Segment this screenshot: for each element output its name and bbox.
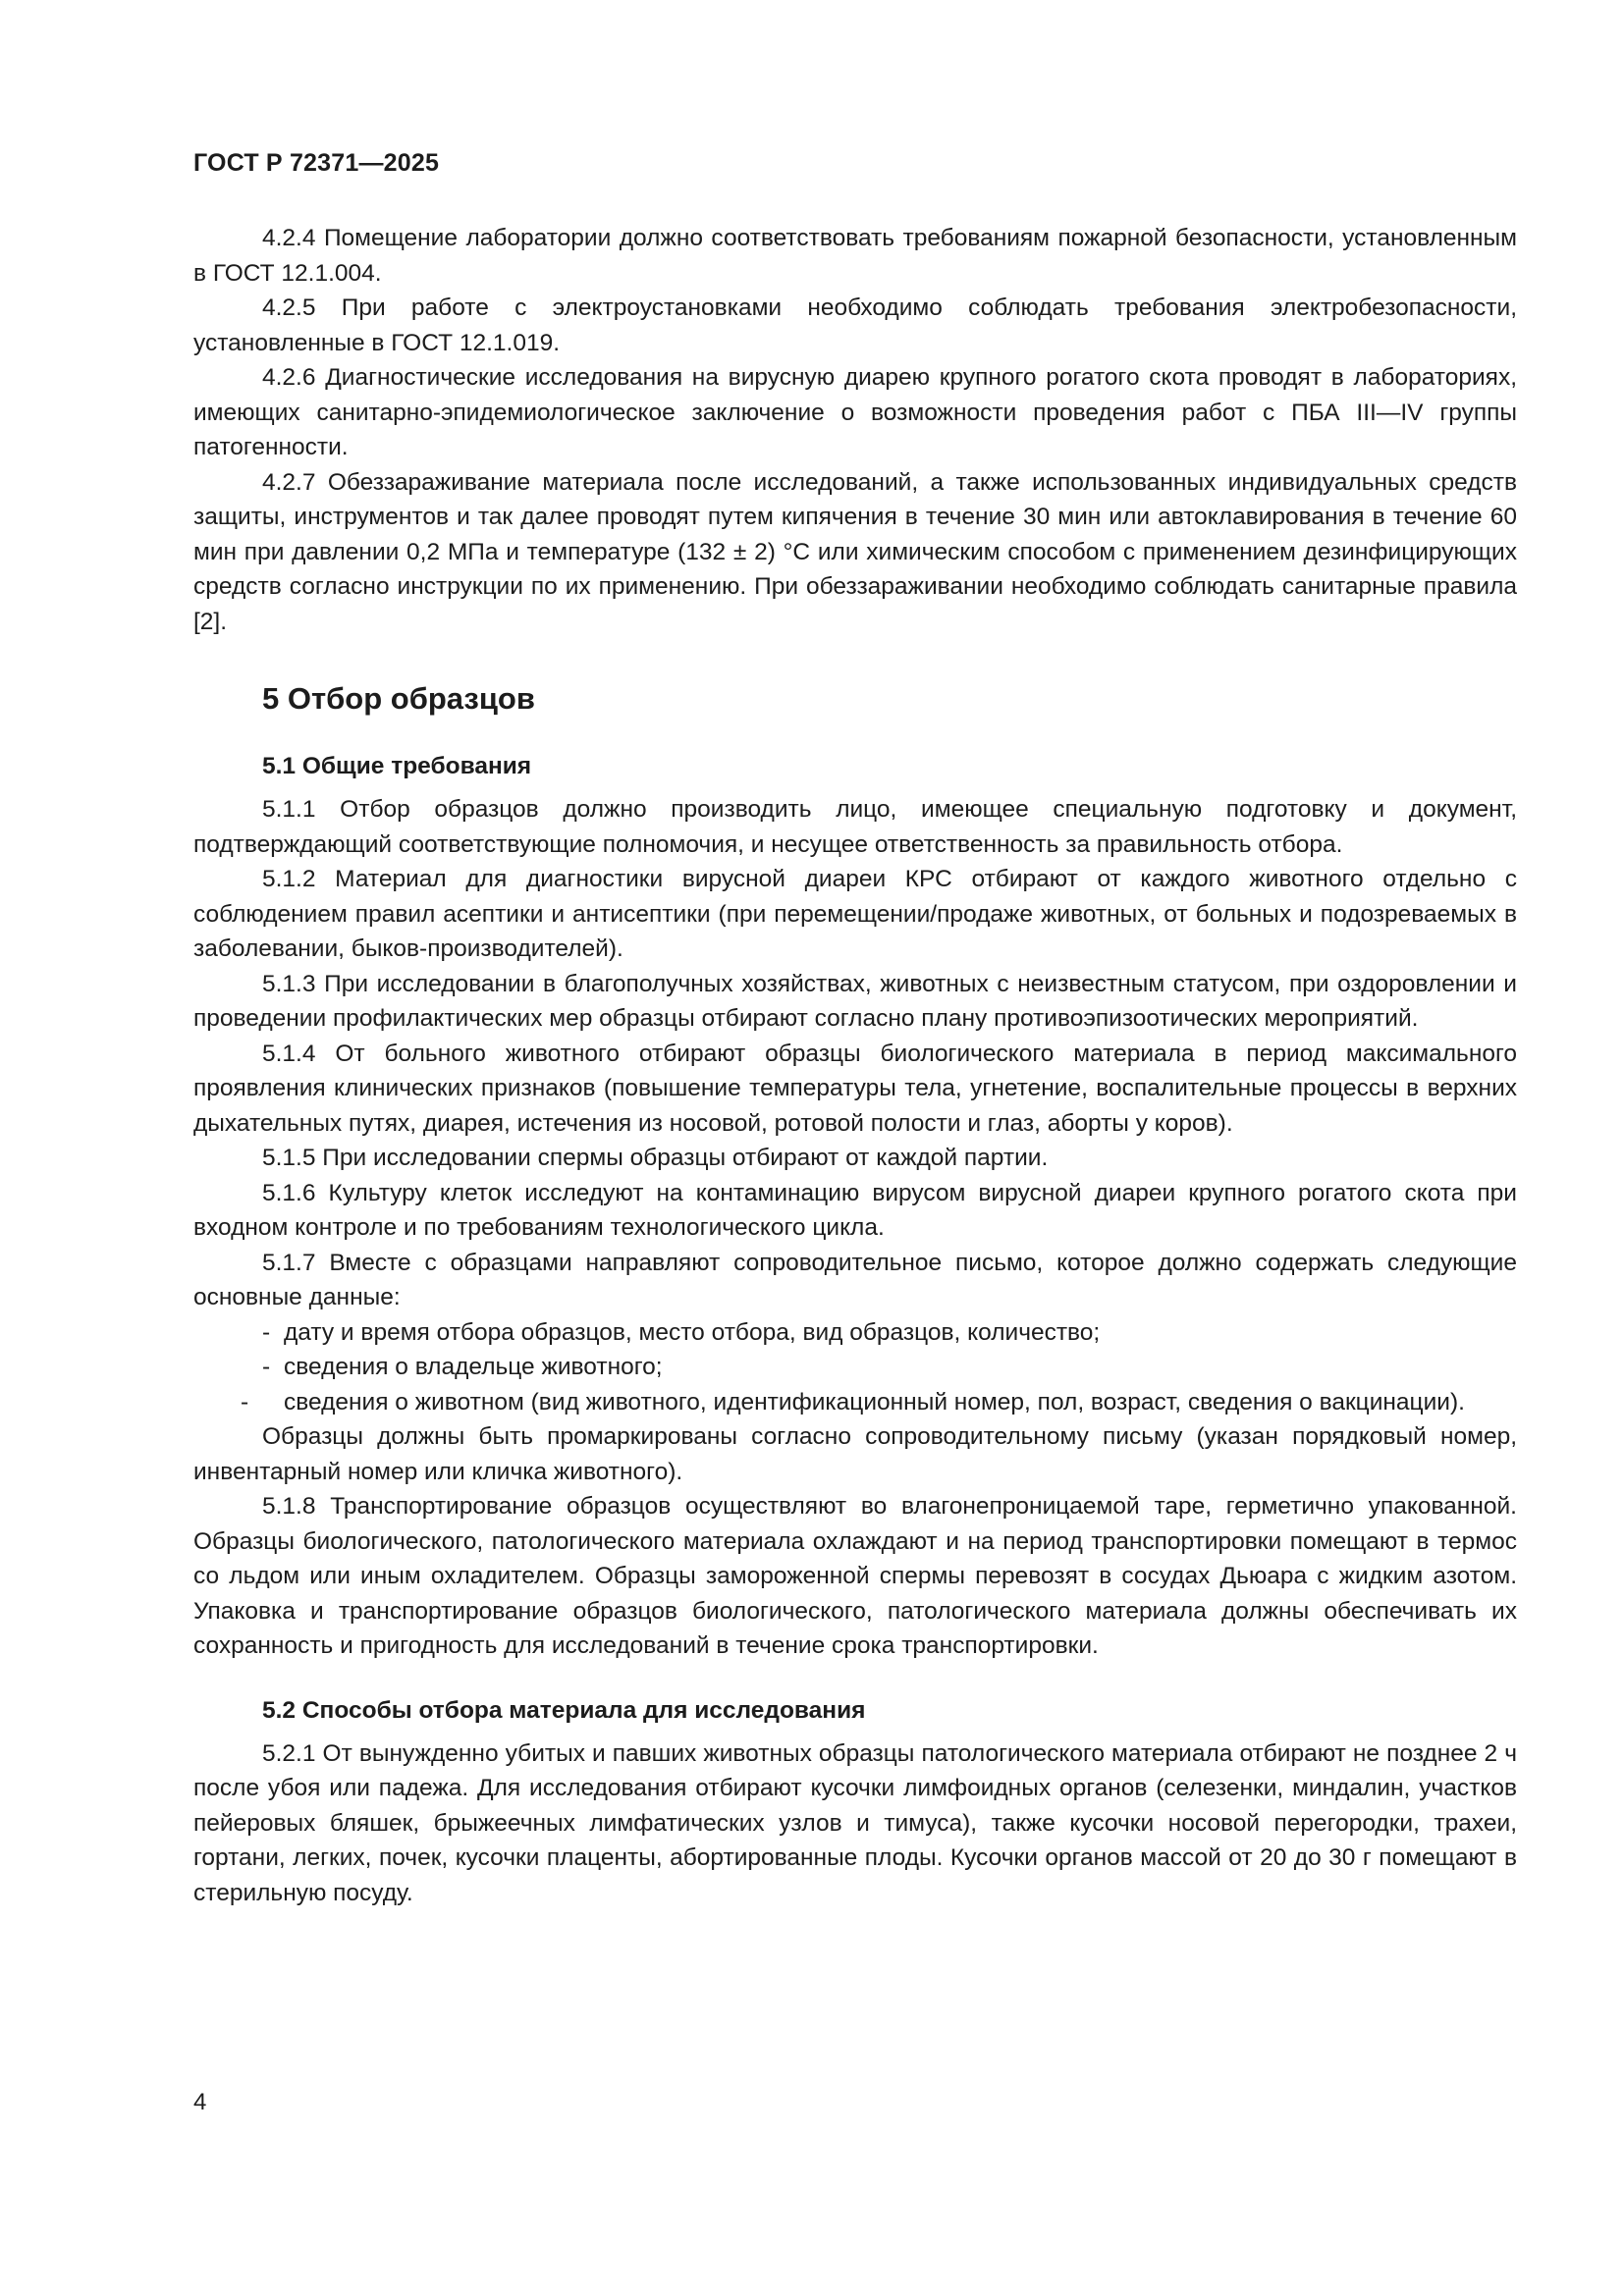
list-item-text: сведения о владельце животного;: [284, 1354, 663, 1380]
paragraph-5-1-6: 5.1.6 Культуру клеток исследуют на контаминацию вирусом вирусной диареи крупного рогатого скота при входном контроле и по требованиям технологического цикла.: [193, 1179, 1517, 1241]
document-body: [193, 221, 1517, 1910]
page-number: 4: [193, 2089, 207, 2115]
paragraph-4-2-5: 4.2.5 При работе с электроустановками необходимо соблюдать требования электробезопасности, установленные в ГОСТ 12.1.019.: [193, 294, 1517, 356]
list-item-text: сведения о животном (вид животного, идентификационный номер, пол, возраст, сведения о вакцинации).: [284, 1388, 1465, 1415]
list-dash: -: [262, 1354, 271, 1380]
paragraph-5-1-5: 5.1.5 При исследовании спермы образцы отбирают от каждой партии.: [262, 1145, 1049, 1171]
paragraph-labeling: Образцы должны быть промаркированы согласно сопроводительному письму (указан порядковый номер, инвентарный номер или кличка животного).: [193, 1423, 1517, 1485]
paragraph-5-1-8: 5.1.8 Транспортирование образцов осуществляют во влагонепроницаемой таре, герметично упакованной. Образцы биологического, патологического материала охлаждают и на период транспортировки помещают в термос со льдом или иным охладителем. Образцы замороженной спермы перевозят в сосудах Дьюара с жидким азотом. Упаковка и транспортирование образцов биологического, патологического материала должны обеспечивать их сохранность и пригодность для исследований в течение срока транспортировки.: [193, 1493, 1517, 1659]
list-item-animal: [193, 1385, 1517, 1420]
paragraph-5-1-4: 5.1.4 От больного животного отбирают образцы биологического материала в период максимального проявления клинических признаков (повышение температуры тела, угнетение, воспалительные процессы в верхних дыхательных путях, диарея, истечения из носовой, ротовой полости и глаз, аборты у коров).: [193, 1040, 1517, 1137]
list-dash: -: [262, 1318, 271, 1346]
list-item-owner: [193, 1350, 1517, 1385]
paragraph-5-1-3: 5.1.3 При исследовании в благополучных хозяйствах, животных с неизвестным статусом, при оздоровлении и проведении профилактических мер образцы отбирают согласно плану противоэпизоотических мероприятий.: [193, 970, 1517, 1032]
paragraph-4-2-7: 4.2.7 Обеззараживание материала после исследований, а также использованных индивидуальных средств защиты, инструментов и так далее проводят путем кипячения в течение 30 мин или автоклавирования в течение 60 мин при давлении 0,2 МПа и температуре (132 ± 2) °С или химическим способом с применением дезинфицирующих средств согласно инструкции по их применению. При обеззараживании необходимо соблюдать санитарные правила [2].: [193, 468, 1517, 635]
list-item-date-time: [193, 1315, 1517, 1351]
paragraph-5-2-1: 5.2.1 От вынужденно убитых и павших животных образцы патологического материала отбирают не позднее 2 ч после убоя или падежа. Для исследования отбирают кусочки лимфоидных органов (селезенки, миндалин, участков пейеровых бляшек, брыжеечных лимфатических узлов и тимуса), также кусочки носовой перегородки, трахеи, гортани, легких, почек, кусочки плаценты, абортированные плоды. Кусочки органов массой от 20 до 30 г помещают в стерильную посуду.: [193, 1739, 1517, 1906]
paragraph-5-1-7: 5.1.7 Вместе с образцами направляют сопроводительное письмо, которое должно содержать следующие основные данные:: [193, 1249, 1517, 1310]
list-item-text: дату и время отбора образцов, место отбора, вид образцов, количество;: [284, 1318, 1101, 1346]
paragraph-4-2-4: 4.2.4 Помещение лаборатории должно соответствовать требованиям пожарной безопасности, установленным в ГОСТ 12.1.004.: [193, 225, 1517, 287]
document-id-header: ГОСТ Р 72371—2025: [193, 149, 440, 177]
subsection-5-2-title: 5.2 Способы отбора материала для исследования: [262, 1696, 866, 1724]
list-dash: -: [241, 1388, 249, 1415]
paragraph-5-1-2: 5.1.2 Материал для диагностики вирусной диареи КРС отбирают от каждого животного отдельно с соблюдением правил асептики и антисептики (при перемещении/продаже животных, от больных и подозреваемых в заболевании, быков-производителей).: [193, 866, 1517, 962]
paragraph-5-1-1: 5.1.1 Отбор образцов должно производить лицо, имеющее специальную подготовку и документ, подтверждающий соответствующие полномочия, и несущее ответственность за правильность отбора.: [193, 796, 1517, 858]
subsection-5-1-title: 5.1 Общие требования: [262, 753, 532, 779]
section-5-title: 5 Отбор образцов: [262, 681, 535, 716]
paragraph-4-2-6: 4.2.6 Диагностические исследования на вирусную диарею крупного рогатого скота проводят в лабораториях, имеющих санитарно-эпидемиологическое заключение о возможности проведения работ с ПБА III—IV группы патогенности.: [193, 364, 1517, 460]
